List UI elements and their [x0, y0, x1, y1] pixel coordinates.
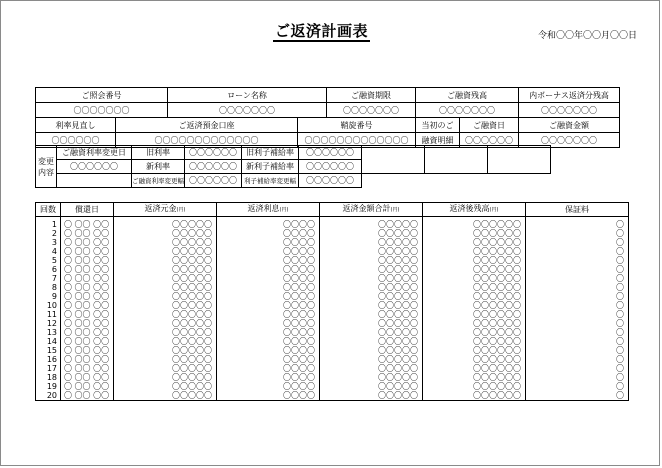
row-guarantee-fee: 〇	[526, 265, 629, 274]
row-principal: 〇〇〇〇〇	[114, 238, 217, 247]
value-loan-balance: 〇〇〇〇〇〇〇	[416, 103, 519, 118]
row-principal: 〇〇〇〇〇	[114, 256, 217, 265]
row-balance: 〇〇〇〇〇〇	[423, 247, 526, 256]
row-principal: 〇〇〇〇〇	[114, 283, 217, 292]
row-number: 8	[36, 283, 61, 292]
row-number: 14	[36, 337, 61, 346]
row-guarantee-fee: 〇	[526, 274, 629, 283]
label-new-subsidy: 新利子補給率	[242, 160, 299, 174]
row-date: 〇 〇〇 〇〇	[61, 346, 114, 355]
label-loan-amount: ご融資金額	[519, 118, 620, 133]
blank-cell-4	[57, 174, 132, 188]
row-principal: 〇〇〇〇〇	[114, 301, 217, 310]
row-interest: 〇〇〇〇	[217, 391, 320, 401]
table-row	[36, 256, 629, 265]
account-header-row	[36, 118, 620, 133]
loan-info-table	[35, 87, 620, 148]
row-date: 〇 〇〇 〇〇	[61, 364, 114, 373]
row-date: 〇 〇〇 〇〇	[61, 337, 114, 346]
row-total: 〇〇〇〇〇	[320, 247, 423, 256]
value-loan-amount: 〇〇〇〇〇〇〇	[519, 133, 620, 148]
row-number: 3	[36, 238, 61, 247]
row-date: 〇 〇〇 〇〇	[61, 355, 114, 364]
row-interest: 〇〇〇〇	[217, 292, 320, 301]
table-row	[36, 301, 629, 310]
label-new-rate: 新利率	[132, 160, 185, 174]
value-old-rate: 〇〇〇〇〇〇	[185, 146, 242, 160]
table-row	[36, 319, 629, 328]
row-date: 〇 〇〇 〇〇	[61, 229, 114, 238]
table-row	[36, 364, 629, 373]
row-interest: 〇〇〇〇	[217, 373, 320, 382]
table-row	[36, 373, 629, 382]
change-row-3	[36, 174, 631, 188]
label-rate-change-date: ご融資利率変更日	[57, 146, 132, 160]
row-principal: 〇〇〇〇〇	[114, 373, 217, 382]
row-principal: 〇〇〇〇〇	[114, 337, 217, 346]
row-number: 4	[36, 247, 61, 256]
row-principal: 〇〇〇〇〇	[114, 328, 217, 337]
header-guarantee-fee: 保証料	[526, 203, 629, 217]
row-date: 〇 〇〇 〇〇	[61, 382, 114, 391]
row-number: 11	[36, 310, 61, 319]
row-guarantee-fee: 〇	[526, 319, 629, 328]
table-row	[36, 346, 629, 355]
value-inquiry-number: 〇〇〇〇〇〇〇	[36, 103, 168, 118]
row-balance: 〇〇〇〇〇〇	[423, 346, 526, 355]
row-principal: 〇〇〇〇〇	[114, 217, 217, 230]
row-total: 〇〇〇〇〇	[320, 337, 423, 346]
row-guarantee-fee: 〇	[526, 292, 629, 301]
row-balance: 〇〇〇〇〇〇	[423, 274, 526, 283]
change-info-table	[35, 145, 631, 188]
row-balance: 〇〇〇〇〇〇	[423, 364, 526, 373]
row-interest: 〇〇〇〇	[217, 346, 320, 355]
table-row	[36, 310, 629, 319]
value-new-rate: 〇〇〇〇〇〇	[185, 160, 242, 174]
blank-cell-3	[488, 146, 551, 174]
row-balance: 〇〇〇〇〇〇	[423, 319, 526, 328]
row-interest: 〇〇〇〇	[217, 247, 320, 256]
table-row	[36, 265, 629, 274]
label-old-rate: 旧利率	[132, 146, 185, 160]
label-initial-loan-2: 融資明細	[416, 133, 460, 148]
row-date: 〇 〇〇 〇〇	[61, 301, 114, 310]
row-guarantee-fee: 〇	[526, 301, 629, 310]
row-total: 〇〇〇〇〇	[320, 256, 423, 265]
label-loan-date: ご融資日	[460, 118, 519, 133]
repayment-schedule-table	[35, 202, 629, 401]
row-date: 〇 〇〇 〇〇	[61, 256, 114, 265]
label-bonus-balance: 内ボーナス返済分残高	[519, 88, 620, 103]
label-rate-change-width: ご融資利率変更幅	[132, 174, 185, 188]
row-guarantee-fee: 〇	[526, 391, 629, 401]
value-old-subsidy: 〇〇〇〇〇〇	[299, 146, 362, 160]
row-total: 〇〇〇〇〇	[320, 274, 423, 283]
row-interest: 〇〇〇〇	[217, 310, 320, 319]
row-date: 〇 〇〇 〇〇	[61, 310, 114, 319]
row-total: 〇〇〇〇〇	[320, 265, 423, 274]
row-guarantee-fee: 〇	[526, 217, 629, 230]
label-initial-loan-1: 当初のご	[416, 118, 460, 133]
row-number: 12	[36, 319, 61, 328]
row-number: 5	[36, 256, 61, 265]
row-total: 〇〇〇〇〇	[320, 217, 423, 230]
row-number: 16	[36, 355, 61, 364]
row-principal: 〇〇〇〇〇	[114, 265, 217, 274]
page-title: ご返済計画表	[275, 22, 369, 40]
row-balance: 〇〇〇〇〇〇	[423, 310, 526, 319]
row-principal: 〇〇〇〇〇	[114, 319, 217, 328]
row-balance: 〇〇〇〇〇〇	[423, 238, 526, 247]
row-interest: 〇〇〇〇	[217, 229, 320, 238]
header-interest: 返済利息(円)	[217, 203, 320, 217]
header-count: 回数	[36, 203, 61, 217]
table-row	[36, 355, 629, 364]
table-row	[36, 328, 629, 337]
label-rate-review: 利率見直し	[36, 118, 116, 133]
row-total: 〇〇〇〇〇	[320, 364, 423, 373]
change-label: 変更 内容	[36, 146, 57, 188]
label-inquiry-number: ご照会番号	[36, 88, 168, 103]
row-date: 〇 〇〇 〇〇	[61, 238, 114, 247]
row-number: 15	[36, 346, 61, 355]
header-balance: 返済後残高(円)	[423, 203, 526, 217]
table-row	[36, 229, 629, 238]
row-date: 〇 〇〇 〇〇	[61, 265, 114, 274]
row-principal: 〇〇〇〇〇	[114, 310, 217, 319]
row-principal: 〇〇〇〇〇	[114, 292, 217, 301]
table-row	[36, 283, 629, 292]
row-balance: 〇〇〇〇〇〇	[423, 328, 526, 337]
label-loan-balance: ご融資残高	[416, 88, 519, 103]
value-rate-review: 〇〇〇〇〇〇	[36, 133, 116, 148]
row-date: 〇 〇〇 〇〇	[61, 247, 114, 256]
row-balance: 〇〇〇〇〇〇	[423, 301, 526, 310]
header-total: 返済金額合計(円)	[320, 203, 423, 217]
label-repayment-account: ご返済預金口座	[116, 118, 298, 133]
label-old-subsidy: 旧利子補給率	[242, 146, 299, 160]
table-row	[36, 274, 629, 283]
table-row	[36, 292, 629, 301]
row-principal: 〇〇〇〇〇	[114, 382, 217, 391]
row-total: 〇〇〇〇〇	[320, 310, 423, 319]
row-interest: 〇〇〇〇	[217, 283, 320, 292]
row-principal: 〇〇〇〇〇	[114, 364, 217, 373]
row-interest: 〇〇〇〇	[217, 301, 320, 310]
row-total: 〇〇〇〇〇	[320, 238, 423, 247]
table-row	[36, 391, 629, 401]
row-guarantee-fee: 〇	[526, 346, 629, 355]
row-guarantee-fee: 〇	[526, 373, 629, 382]
value-mediation-number: 〇〇〇〇〇〇〇〇〇〇〇〇〇	[298, 133, 416, 148]
schedule-header-row	[36, 203, 629, 217]
value-loan-term: 〇〇〇〇〇〇〇	[327, 103, 416, 118]
row-total: 〇〇〇〇〇	[320, 373, 423, 382]
row-principal: 〇〇〇〇〇	[114, 346, 217, 355]
row-guarantee-fee: 〇	[526, 247, 629, 256]
value-repayment-account: 〇〇〇〇〇〇〇〇〇〇〇〇〇	[116, 133, 298, 148]
schedule-body	[36, 217, 629, 401]
table-row	[36, 217, 629, 230]
row-number: 2	[36, 229, 61, 238]
header-principal: 返済元金(円)	[114, 203, 217, 217]
row-date: 〇 〇〇 〇〇	[61, 373, 114, 382]
row-balance: 〇〇〇〇〇〇	[423, 217, 526, 230]
loan-info-value-row	[36, 103, 620, 118]
value-new-subsidy: 〇〇〇〇〇〇	[299, 160, 362, 174]
row-guarantee-fee: 〇	[526, 256, 629, 265]
row-number: 9	[36, 292, 61, 301]
row-balance: 〇〇〇〇〇〇	[423, 292, 526, 301]
row-balance: 〇〇〇〇〇〇	[423, 337, 526, 346]
row-principal: 〇〇〇〇〇	[114, 391, 217, 401]
row-principal: 〇〇〇〇〇	[114, 229, 217, 238]
row-total: 〇〇〇〇〇	[320, 328, 423, 337]
value-rate-change-date: 〇〇〇〇〇〇	[57, 160, 132, 174]
row-interest: 〇〇〇〇	[217, 355, 320, 364]
row-interest: 〇〇〇〇	[217, 256, 320, 265]
row-number: 6	[36, 265, 61, 274]
row-principal: 〇〇〇〇〇	[114, 274, 217, 283]
row-total: 〇〇〇〇〇	[320, 346, 423, 355]
row-balance: 〇〇〇〇〇〇	[423, 373, 526, 382]
row-guarantee-fee: 〇	[526, 355, 629, 364]
row-interest: 〇〇〇〇	[217, 337, 320, 346]
row-number: 10	[36, 301, 61, 310]
row-interest: 〇〇〇〇	[217, 328, 320, 337]
table-row	[36, 238, 629, 247]
row-interest: 〇〇〇〇	[217, 319, 320, 328]
row-number: 20	[36, 391, 61, 401]
row-number: 17	[36, 364, 61, 373]
row-balance: 〇〇〇〇〇〇	[423, 229, 526, 238]
row-date: 〇 〇〇 〇〇	[61, 292, 114, 301]
row-number: 19	[36, 382, 61, 391]
row-total: 〇〇〇〇〇	[320, 292, 423, 301]
row-guarantee-fee: 〇	[526, 364, 629, 373]
row-number: 7	[36, 274, 61, 283]
row-date: 〇 〇〇 〇〇	[61, 391, 114, 401]
row-balance: 〇〇〇〇〇〇	[423, 265, 526, 274]
row-number: 13	[36, 328, 61, 337]
row-total: 〇〇〇〇〇	[320, 382, 423, 391]
row-balance: 〇〇〇〇〇〇	[423, 283, 526, 292]
loan-info-header-row	[36, 88, 620, 103]
row-principal: 〇〇〇〇〇	[114, 355, 217, 364]
row-interest: 〇〇〇〇	[217, 265, 320, 274]
value-loan-date: 〇〇〇〇〇〇	[460, 133, 519, 148]
row-total: 〇〇〇〇〇	[320, 391, 423, 401]
row-balance: 〇〇〇〇〇〇	[423, 355, 526, 364]
label-loan-term: ご融資期限	[327, 88, 416, 103]
row-guarantee-fee: 〇	[526, 238, 629, 247]
row-total: 〇〇〇〇〇	[320, 229, 423, 238]
row-total: 〇〇〇〇〇	[320, 283, 423, 292]
label-loan-name: ローン名称	[168, 88, 327, 103]
row-balance: 〇〇〇〇〇〇	[423, 256, 526, 265]
blank-cell-1	[362, 146, 425, 174]
issue-date: 令和〇〇年〇〇月〇〇日	[538, 31, 638, 41]
value-loan-name: 〇〇〇〇〇〇〇	[168, 103, 327, 118]
row-date: 〇 〇〇 〇〇	[61, 283, 114, 292]
row-total: 〇〇〇〇〇	[320, 301, 423, 310]
row-interest: 〇〇〇〇	[217, 238, 320, 247]
table-row	[36, 247, 629, 256]
label-subsidy-change-width: 利子補給率変更幅	[242, 174, 299, 188]
blank-cell-2	[425, 146, 488, 174]
row-guarantee-fee: 〇	[526, 328, 629, 337]
row-guarantee-fee: 〇	[526, 283, 629, 292]
value-rate-change-width: 〇〇〇〇〇〇	[185, 174, 242, 188]
row-date: 〇 〇〇 〇〇	[61, 319, 114, 328]
row-number: 18	[36, 373, 61, 382]
header-repayment-date: 償還日	[61, 203, 114, 217]
table-row	[36, 382, 629, 391]
row-interest: 〇〇〇〇	[217, 274, 320, 283]
label-mediation-number: 鞘旋番号	[298, 118, 416, 133]
row-balance: 〇〇〇〇〇〇	[423, 391, 526, 401]
row-total: 〇〇〇〇〇	[320, 319, 423, 328]
row-date: 〇 〇〇 〇〇	[61, 217, 114, 230]
row-guarantee-fee: 〇	[526, 337, 629, 346]
table-row	[36, 337, 629, 346]
value-bonus-balance: 〇〇〇〇〇〇〇	[519, 103, 620, 118]
row-interest: 〇〇〇〇	[217, 382, 320, 391]
row-principal: 〇〇〇〇〇	[114, 247, 217, 256]
row-guarantee-fee: 〇	[526, 310, 629, 319]
value-subsidy-change-width: 〇〇〇〇〇〇	[299, 174, 362, 188]
row-date: 〇 〇〇 〇〇	[61, 328, 114, 337]
row-balance: 〇〇〇〇〇〇	[423, 382, 526, 391]
row-guarantee-fee: 〇	[526, 382, 629, 391]
row-total: 〇〇〇〇〇	[320, 355, 423, 364]
row-interest: 〇〇〇〇	[217, 217, 320, 230]
row-interest: 〇〇〇〇	[217, 364, 320, 373]
row-guarantee-fee: 〇	[526, 229, 629, 238]
change-row-1	[36, 146, 631, 160]
row-number: 1	[36, 217, 61, 230]
row-date: 〇 〇〇 〇〇	[61, 274, 114, 283]
